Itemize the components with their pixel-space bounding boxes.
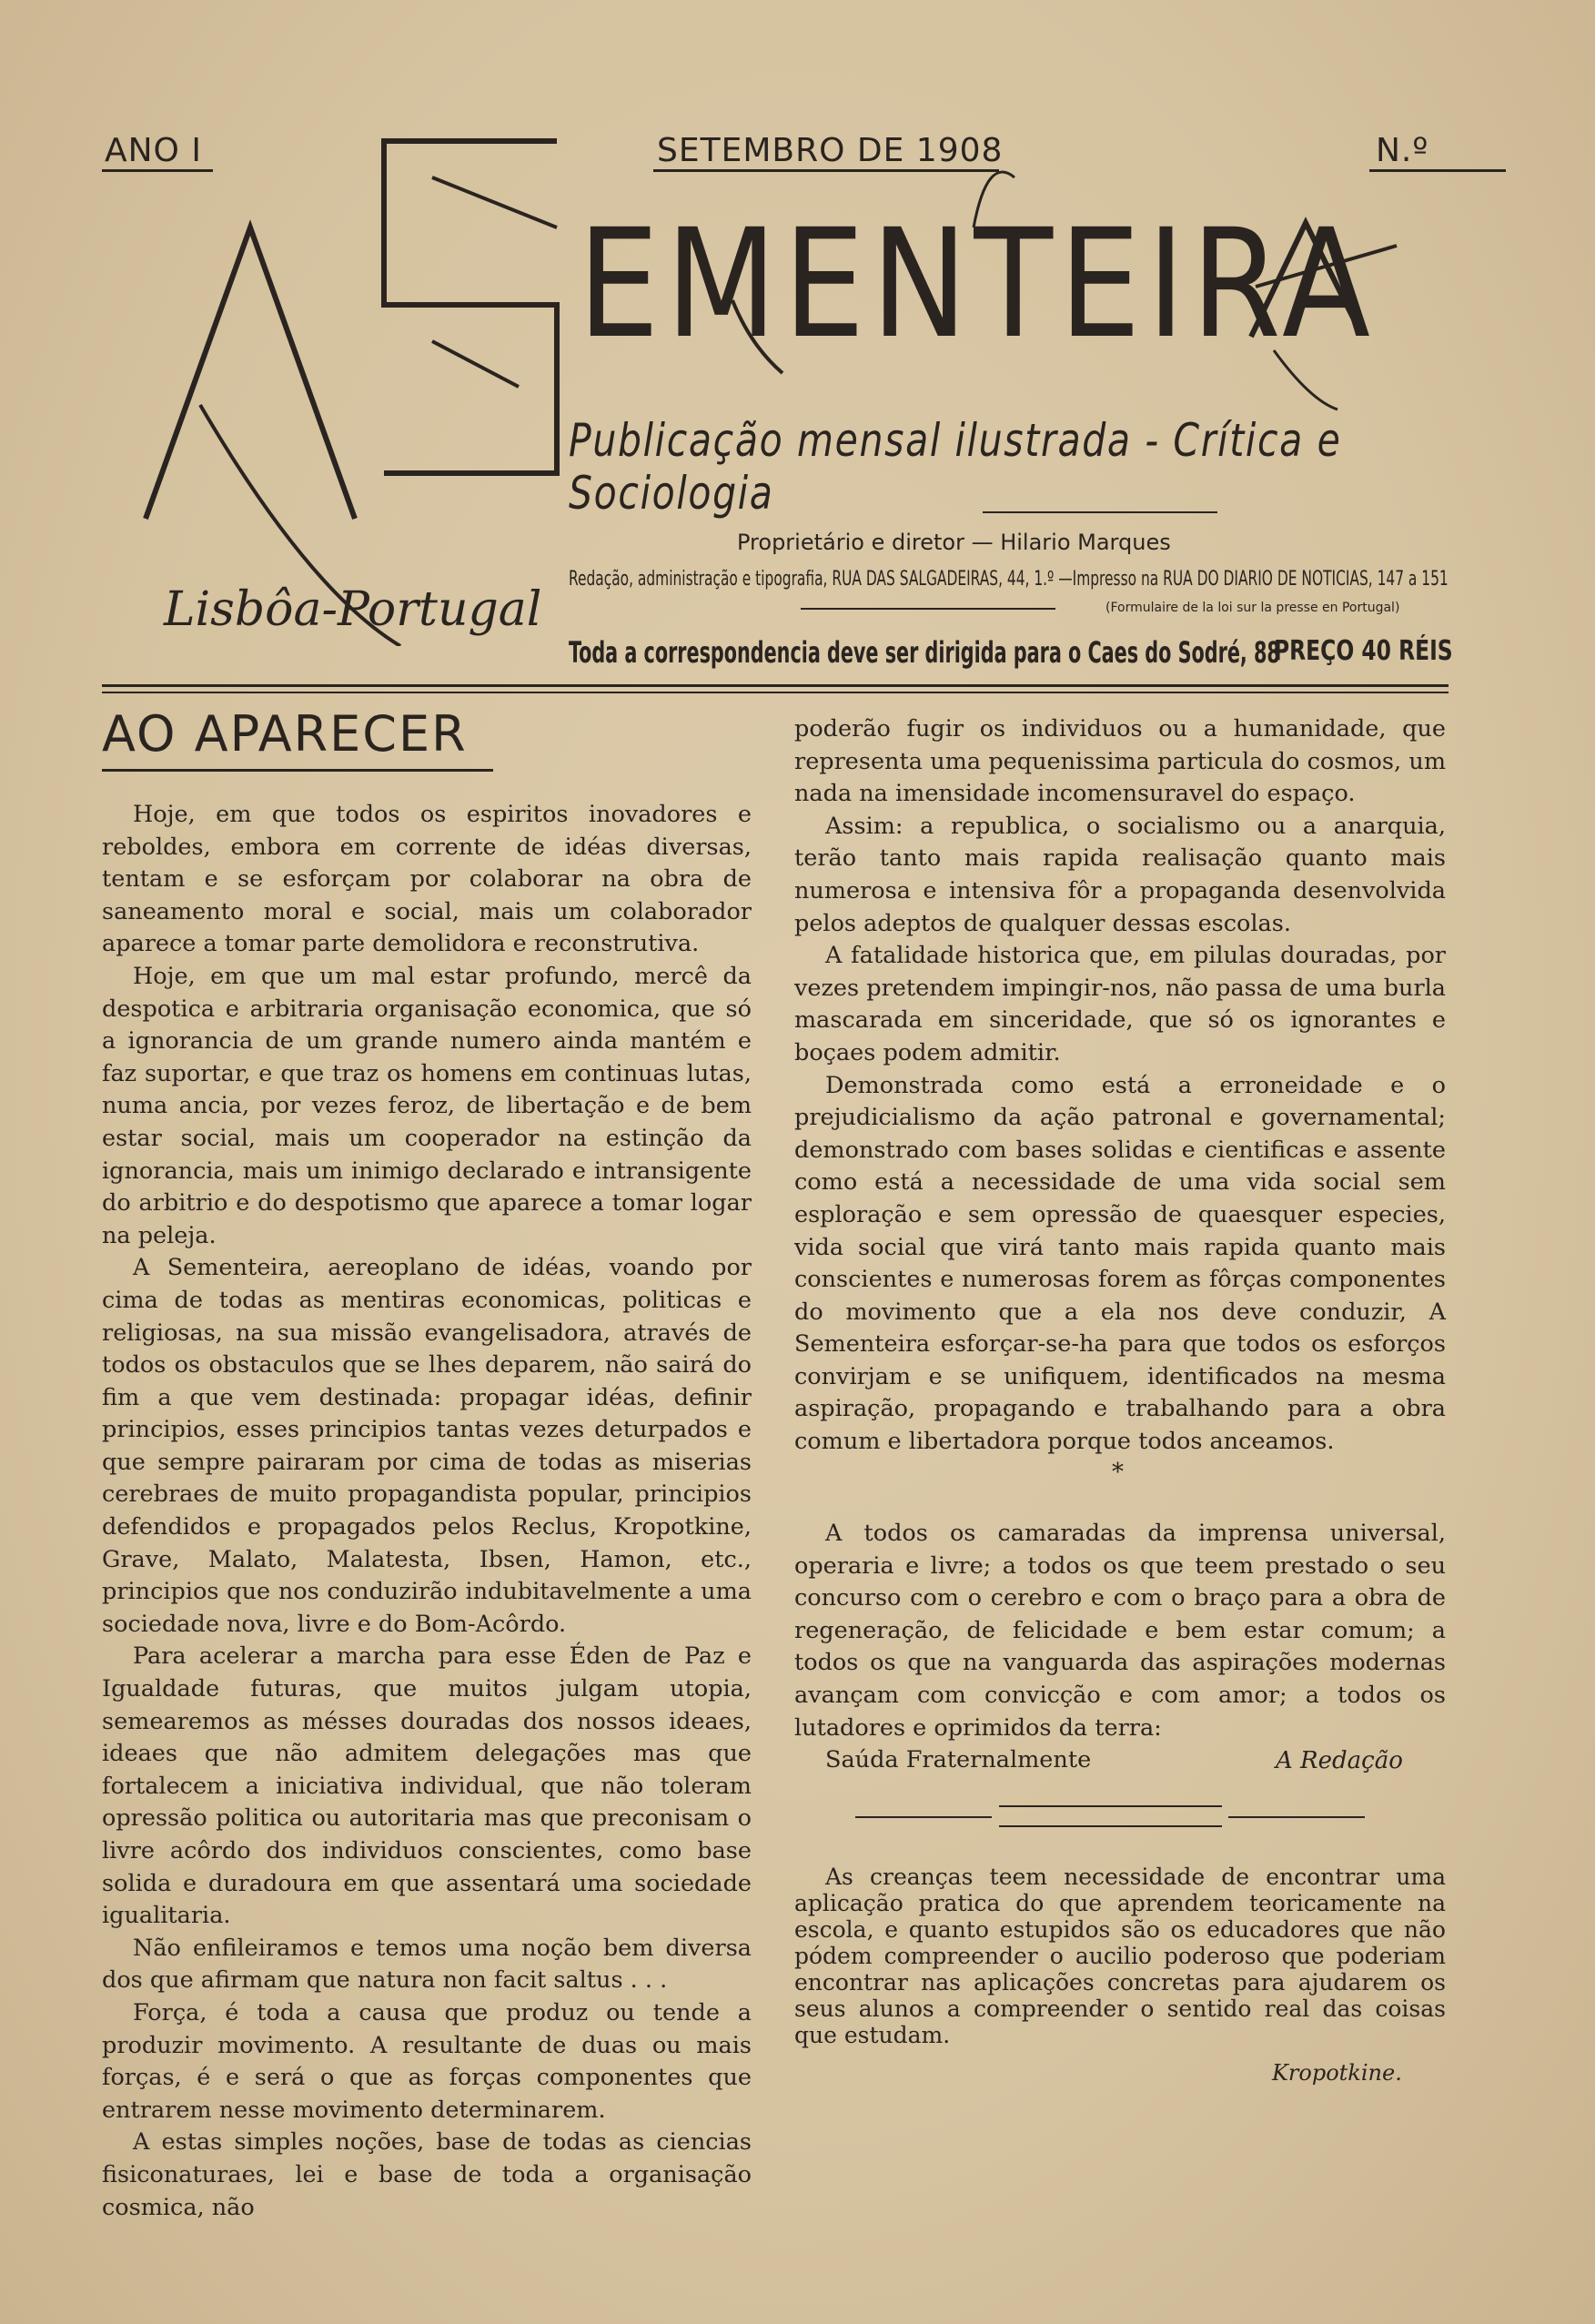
rule	[102, 692, 1449, 693]
greeting-signature: A Redação	[1276, 1747, 1403, 1774]
correspondence-line: Toda a correspondencia deve ser dirigida para o Caes do Sodré, 88	[569, 635, 1280, 670]
paragraph: Para acelerar a marcha para esse Éden de Paz e Igualdade futuras, que muitos julgam utopia, semearemos as mésses douradas dos nossos ideaes, ideaes que não admitem delegações mas que fortalecem a iniciativa individual, que não toleram opressão politica ou autoritaria mas que preconisam o livre acôrdo dos individuos conscientes, como base solida e duradoura em que assentará uma sociedade igualitaria.	[102, 1642, 752, 1930]
article-right-column	[794, 713, 1446, 1459]
rule	[999, 1805, 1222, 1807]
rule	[102, 769, 493, 772]
issue-date: SETEMBRO DE 1908	[657, 132, 1004, 169]
volume-label: ANO I	[105, 132, 202, 169]
title-letter-a	[0, 0, 1, 1]
masthead-subtitle: Publicação mensal ilustrada - Crítica e Sociologia	[569, 414, 1342, 520]
masthead-title: EMENTEIRA	[578, 197, 1377, 371]
rule	[855, 1816, 992, 1818]
quote-block	[794, 1864, 1446, 2048]
rule	[1228, 1816, 1365, 1818]
paragraph: A Sementeira, aereoplano de idéas, voando por cima de todas as mentiras economicas, politicas e religiosas, na sua missão evangelisadora, através de todos os obstaculos que se lhes deparem, não sairá do fim a que vem destinada: propagar idéas, definir principios, esses principios tantas vezes deturpados e que sempre pairaram por cima de todas as miserias cerebraes de muito propagandista popular, principios defendidos e propagados pelos Reclus, Kropotkine, Grave, Malato, Malatesta, Ibsen, Hamon, etc., principios que nos conduzirão indubitavelmente a uma sociedade nova, livre e do Bom-Acôrdo.	[102, 1254, 752, 1638]
price-label: PREÇO 40 RÉIS	[1274, 635, 1453, 667]
address-line: Redação, administração e tipografia, RUA DAS SALGADEIRAS, 44, 1.º —Impresso na RUA DO DIARIO DE NOTICIAS, 147 a 151	[569, 568, 1449, 591]
paragraph: Não enfileiramos e temos uma noção bem diversa dos que afirmam que natura non facit saltus . . .	[102, 1934, 752, 1995]
paragraph: poderão fugir os individuos ou a humanidade, que representa uma pequenissima particula do cosmos, um nada na imensidade incomensuravel do espaço.	[794, 715, 1446, 808]
paragraph: Hoje, em que todos os espiritos inovadores e reboldes, embora em corrente de idéas diversas, tentam e se esforçam por colaborar na obra de saneamento moral e social, mais um colaborador aparece a tomar parte demolidora e reconstrutiva.	[102, 801, 752, 958]
greeting-salute: Saúda Fraternalmente	[825, 1746, 1092, 1774]
city-label: Lisbôa-Portugal	[164, 582, 542, 637]
paragraph: A fatalidade historica que, em pilulas douradas, por vezes pretendem impingir-nos, não passa de uma burla mascarada em sinceridade, que só os ignorantes e boçaes podem admitir.	[794, 942, 1446, 1066]
section-asterisk: *	[1112, 1459, 1124, 1486]
rule	[102, 684, 1449, 687]
issue-number: N.º	[1376, 132, 1429, 169]
greeting-block	[794, 1518, 1446, 1777]
rule	[999, 1825, 1222, 1827]
rule	[801, 608, 1055, 610]
formulaire-note: (Formulaire de la loi sur la presse en Portugal)	[1105, 601, 1400, 615]
greeting-text: A todos os camaradas da imprensa universal, operaria e livre; a todos os que teem prestado o seu concurso com o cerebro e com o braço para a obra de regeneração, de felicidade e bem estar comum; a todos os que na vanguarda das aspirações modernas avançam com convicção e com amor; a todos os lutadores e oprimidos da terra:	[794, 1520, 1446, 1742]
paragraph: Demonstrada como está a erroneidade e o prejudicialismo da ação patronal e governamental; demonstrado com bases solidas e cientificas e assente como está a necessidade de uma vida social sem esploração e sem opressão de quaesquer especies, vida social que virá tanto mais rapida quanto mais conscientes e numerosas forem as fôrças componentes do movimento que a ela nos deve conduzir, A Sementeira esforçar-se-ha para que todos os esforços convirjam e se unifiquem, identificados na mesma aspiração, propagando e trabalhando para a obra comum e libertadora porque todos anceamos.	[794, 1071, 1446, 1456]
article-left-column	[102, 799, 752, 2224]
rule	[983, 511, 1217, 513]
article-heading: AO APARECER	[102, 705, 468, 763]
paragraph: A estas simples noções, base de todas as ciencias fisiconaturaes, lei e base de toda a organisação cosmica, não	[102, 2128, 752, 2221]
paragraph: Força, é toda a causa que produz ou tende a produzir movimento. A resultante de duas ou mais forças, é e será o que as forças componentes que entrarem nesse movimento determinarem.	[102, 1998, 752, 2124]
paragraph: Hoje, em que um mal estar profundo, mercê da despotica e arbitraria organisação economica, que só a ignorancia de um grande numero ainda mantém e faz suportar, e que traz os homens em continuas lutas, numa ancia, por vezes feroz, de libertação e de bem estar social, mais um cooperador na estinção da ignorancia, mais um inimigo declarado e intransigente do arbitrio e do despotismo que aparece a tomar logar na peleja.	[102, 962, 752, 1249]
paragraph: Assim: a republica, o socialismo ou a anarquia, terão tanto mais rapida realisação quanto mais numerosa e intensiva fôr a propaganda desenvolvida pelos adeptos de qualquer dessas escolas.	[794, 812, 1446, 937]
owner-line: Proprietário e diretor — Hilario Marques	[737, 530, 1171, 555]
quote-text: As creanças teem necessidade de encontrar uma aplicação pratica do que aprendem teoricamente na escola, e quanto estupidos são os educadores que não pódem compreender o aucilio poderoso que poderiam encontrar nas aplicações concretas para ajudarem os seus alunos a compreender o sentido real das coisas que estudam.	[794, 1864, 1446, 2048]
quote-author: Kropotkine.	[1272, 2060, 1402, 2086]
